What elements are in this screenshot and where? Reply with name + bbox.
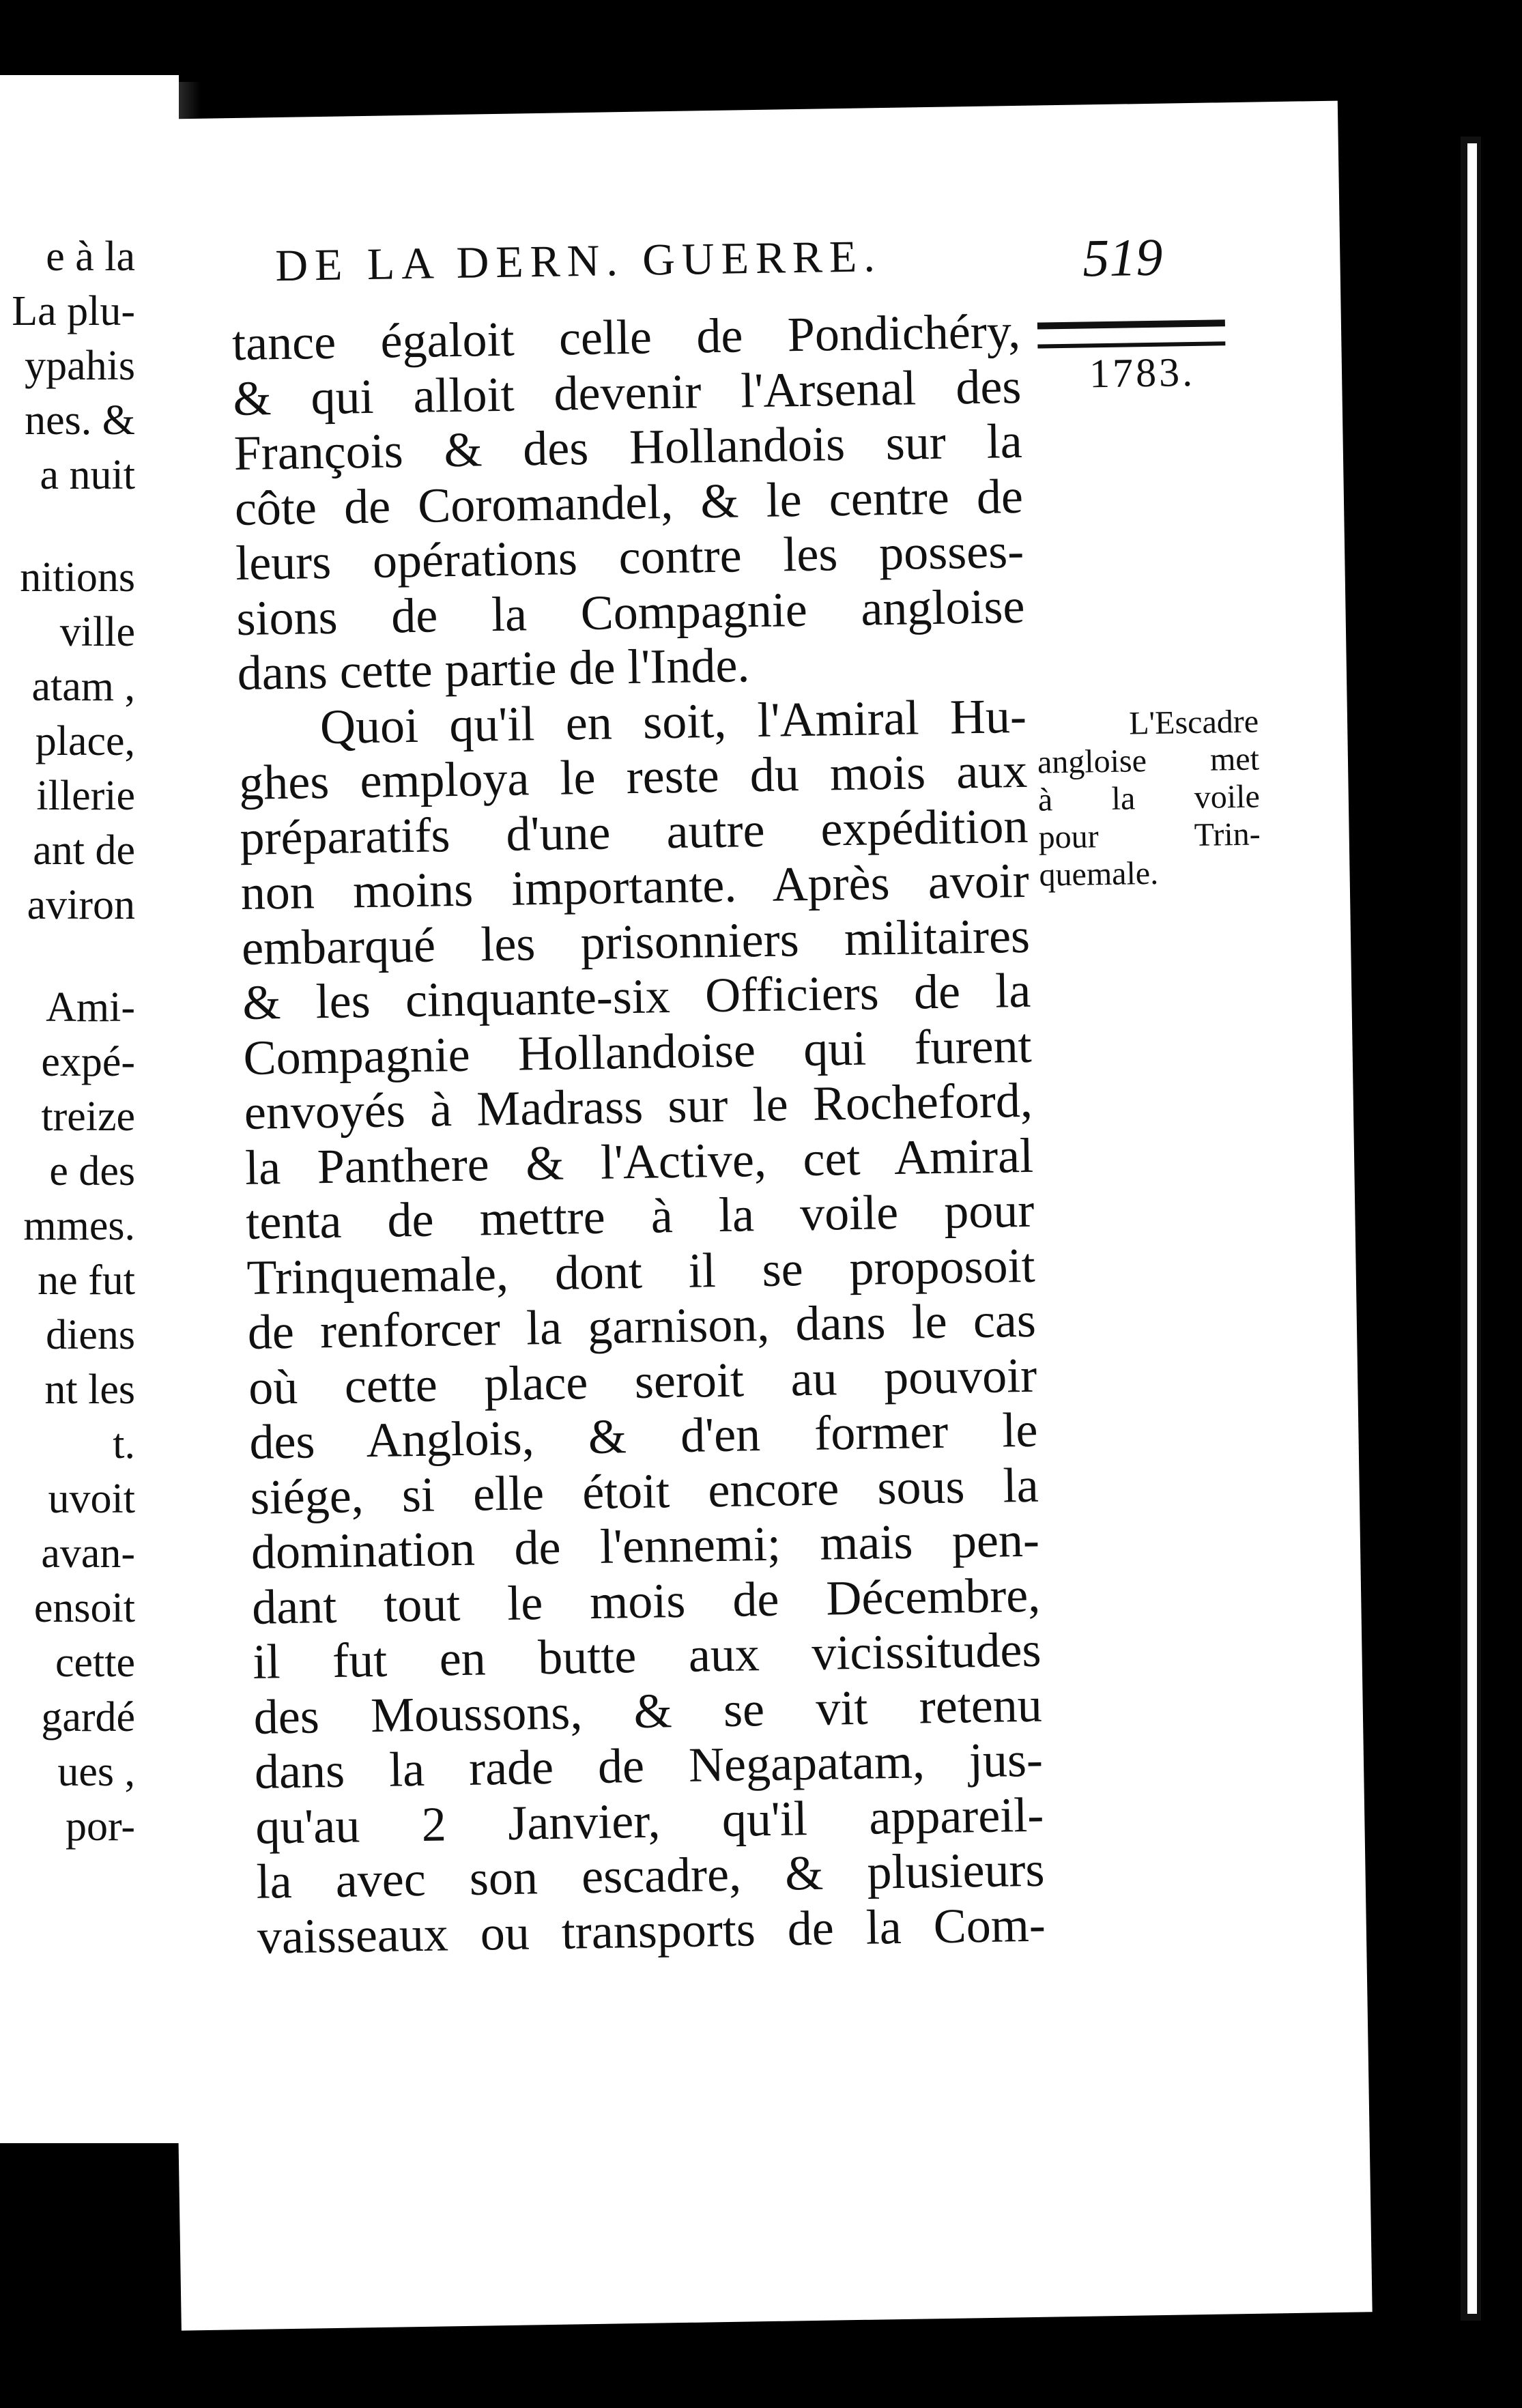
- left-page-line: ne fut: [38, 1257, 135, 1304]
- left-page-line: nes. &: [25, 397, 135, 444]
- left-page-line: mmes.: [23, 1203, 135, 1249]
- sidenote-line: à la voile: [1037, 778, 1261, 818]
- left-page-line: e à la: [46, 233, 135, 280]
- left-page-line: ues ,: [57, 1749, 135, 1795]
- text-line-content: Compagnie Hollandoise qui furent: [242, 1018, 1033, 1085]
- text-line-content: tance égaloit celle de Pondichéry,: [231, 303, 1021, 371]
- running-head: [275, 227, 1163, 302]
- sidenote-line: pour Trin-: [1038, 816, 1261, 856]
- text-line-content: dans la rade de Negapatam, jus-: [254, 1732, 1044, 1799]
- text-line-content: la Panthere & l'Active, cet Amiral: [244, 1128, 1034, 1195]
- next-page-edge-paper: [1467, 143, 1477, 2314]
- text-line-content: dant tout le mois de Décembre,: [251, 1567, 1041, 1635]
- text-line-content: il fut en butte aux vicissitudes: [252, 1622, 1042, 1689]
- left-page-line: ensoit: [33, 1585, 135, 1631]
- running-head-title: DE LA DERN. GUERRE.: [274, 231, 882, 291]
- text-line-content: & qui alloit devenir l'Arsenal des: [232, 358, 1022, 426]
- text-line-content: des Anglois, & d'en former le: [248, 1402, 1038, 1470]
- text-line-content: François & des Hollandois sur la: [233, 413, 1023, 481]
- left-page-line: diens: [46, 1312, 135, 1358]
- text-line-content: où cette place seroit au pouvoir: [248, 1347, 1037, 1415]
- sidenote-line: L'Escadre: [1128, 703, 1259, 742]
- margin-rule: [1037, 319, 1226, 348]
- left-page-line: Ami-: [46, 984, 135, 1031]
- margin-year: 1783.: [1089, 349, 1196, 397]
- page-number: 519: [1082, 227, 1164, 288]
- book-page: [147, 101, 1373, 2331]
- text-line-content: ghes employa le reste du mois aux: [238, 743, 1028, 810]
- left-page-line: uvoit: [48, 1476, 135, 1522]
- left-page-line: atam ,: [31, 663, 135, 710]
- body-text: [232, 304, 1046, 1964]
- left-page-line: e des: [49, 1148, 135, 1194]
- left-page-line: ant de: [33, 827, 135, 874]
- text-line-content: sions de la Compagnie angloise: [235, 578, 1025, 646]
- text-line-content: vaisseaux ou transports de la Com-: [257, 1897, 1046, 1964]
- left-page-line: ypahis: [25, 343, 135, 389]
- left-page-line: cette: [55, 1639, 135, 1686]
- left-page-line: nt les: [44, 1366, 135, 1413]
- text-line-content: Quoi qu'il en soit, l'Amiral Hu-: [319, 688, 1027, 754]
- text-line-content: siége, si elle étoit encore sous la: [250, 1457, 1039, 1525]
- left-page-line: a nuit: [40, 452, 135, 498]
- left-page-line: La plu-: [12, 288, 135, 334]
- text-line-content: dans cette partie de l'Inde.: [237, 637, 750, 701]
- left-page-line: nitions: [20, 554, 135, 601]
- sidenote-line: quemale.: [1039, 855, 1159, 893]
- sidenote: [1037, 703, 1261, 894]
- text-line-content: domination de l'ennemi; mais pen-: [250, 1512, 1040, 1579]
- left-page-line: expé-: [41, 1039, 135, 1085]
- text-line-content: embarqué les prisonniers militaires: [241, 908, 1031, 975]
- left-page-line: treize: [41, 1093, 135, 1140]
- left-page-line: por-: [65, 1803, 135, 1850]
- left-page-line: illerie: [36, 773, 135, 819]
- text-line-content: envoyés à Madrass sur le Rocheford,: [244, 1072, 1033, 1140]
- text-line-content: leurs opérations contre les posses-: [235, 523, 1024, 591]
- text-line-content: & les cinquante-six Officiers de la: [242, 962, 1031, 1030]
- text-line-content: tenta de mettre à la voile pour: [245, 1182, 1035, 1250]
- left-page-line: place,: [35, 718, 135, 764]
- left-page-line: aviron: [27, 882, 135, 928]
- text-line-content: la avec son escadre, & plusieurs: [255, 1841, 1046, 1909]
- left-page-line: ville: [59, 609, 135, 655]
- left-page-line: gardé: [41, 1694, 135, 1740]
- text-line-content: non moins importante. Après avoir: [240, 852, 1030, 920]
- left-page-line: avan-: [41, 1530, 135, 1577]
- text-line-content: côte de Coromandel, & le centre de: [234, 468, 1024, 536]
- sidenote-line: angloise met: [1037, 741, 1260, 781]
- text-line-content: de renforcer la garnison, dans le cas: [247, 1292, 1037, 1360]
- text-line-content: Trinquemale, dont il se proposoit: [246, 1237, 1036, 1305]
- text-line-content: qu'au 2 Janvier, qu'il appareil-: [255, 1787, 1044, 1854]
- text-line-content: préparatifs d'une autre expédition: [239, 798, 1029, 865]
- text-line-content: des Moussons, & se vit retenu: [253, 1677, 1043, 1745]
- left-page-line: t.: [113, 1421, 135, 1467]
